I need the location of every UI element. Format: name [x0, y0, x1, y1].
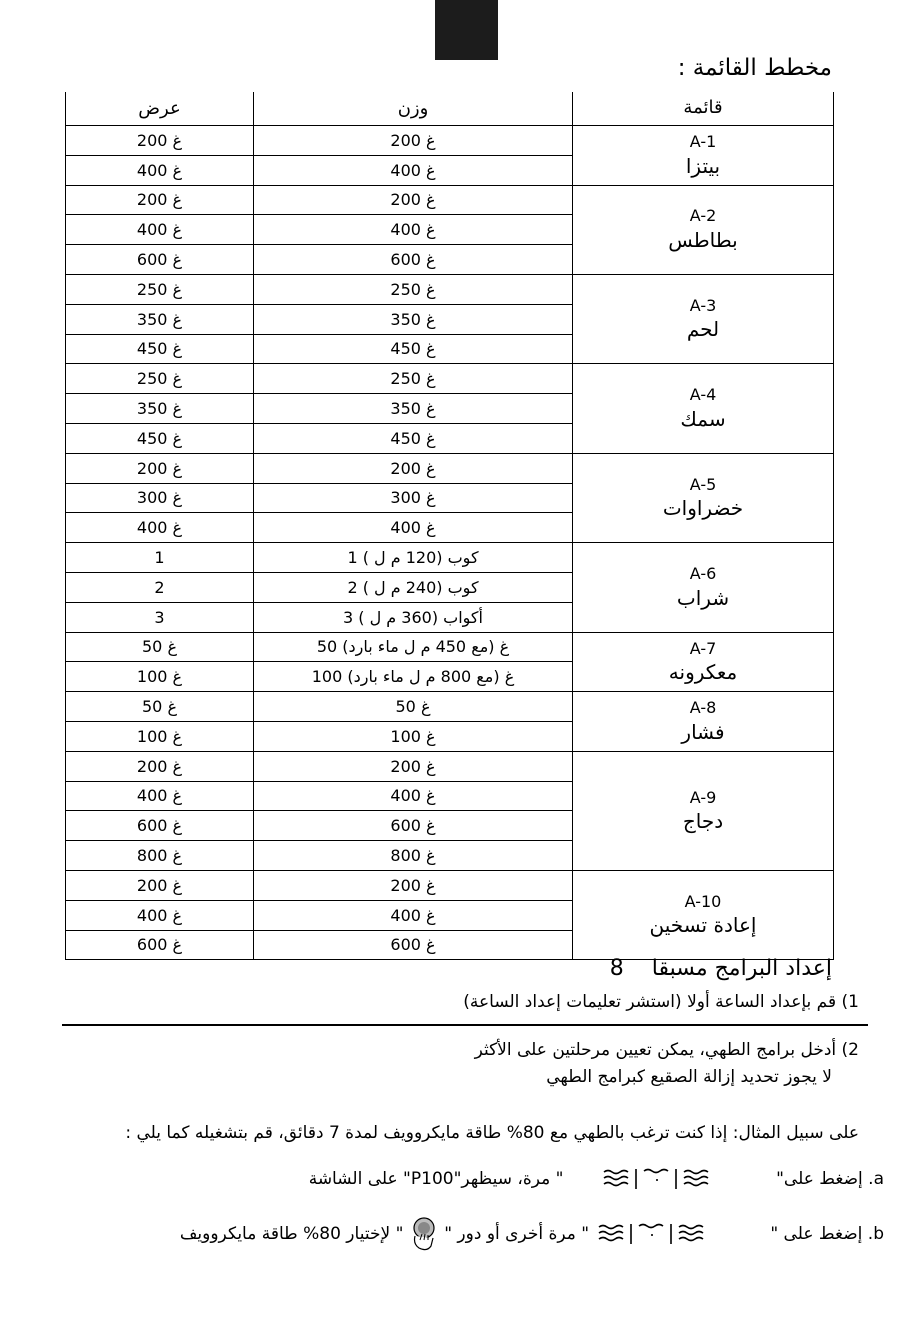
weight-cell: 200 غ	[254, 453, 573, 483]
weight-cell: 200 غ	[254, 126, 573, 156]
menu-code: A-2	[689, 206, 717, 226]
table-row	[66, 453, 834, 483]
menu-name: معكرونه	[668, 660, 738, 685]
table-row	[66, 185, 834, 215]
weight-cell: 50 غ	[254, 692, 573, 722]
table-row	[66, 274, 834, 304]
table-row	[66, 543, 834, 573]
weight-cell: 250 غ	[254, 364, 573, 394]
weight-cell: 100 غ (مع 800 م ل ماء بارد)	[254, 662, 573, 692]
show-cell: 400 غ	[66, 900, 254, 930]
table-row	[66, 751, 834, 781]
weight-cell: 1 كوب (120 م ل )	[254, 543, 573, 573]
show-cell: 250 غ	[66, 364, 254, 394]
show-cell: 450 غ	[66, 423, 254, 453]
show-cell: 3	[66, 602, 254, 632]
menu-name: لحم	[686, 317, 720, 342]
menu-cell-a-3	[573, 274, 834, 363]
microwave-power-icon	[589, 1224, 709, 1244]
step-a-marker: a.	[868, 1169, 884, 1189]
show-cell: 200 غ	[66, 453, 254, 483]
menu-name: بيتزا	[685, 153, 721, 178]
header-show: عرض	[66, 92, 254, 126]
menu-cell-a-9	[573, 751, 834, 870]
header-menu: قائمة	[573, 92, 834, 126]
step-b-press: إضغط على "	[770, 1224, 863, 1244]
menu-cell-a-6	[573, 543, 834, 632]
weight-cell: 200 غ	[254, 751, 573, 781]
section-number: 8	[609, 956, 624, 981]
menu-cell-a-1	[573, 126, 834, 186]
weight-cell: 250 غ	[254, 274, 573, 304]
show-cell: 600 غ	[66, 245, 254, 275]
table-row	[66, 870, 834, 900]
weight-cell: 400 غ	[254, 215, 573, 245]
weight-cell: 600 غ	[254, 811, 573, 841]
section-title-text: إعداد البرامج مسبقا	[651, 956, 832, 981]
menu-cell-a-10	[573, 870, 834, 959]
show-cell: 350 غ	[66, 394, 254, 424]
weight-cell: 200 غ	[254, 870, 573, 900]
show-cell: 600 غ	[66, 930, 254, 960]
menu-name: خضراوات	[662, 496, 744, 521]
step-b-marker: b.	[867, 1224, 884, 1244]
show-cell: 50 غ	[66, 632, 254, 662]
show-cell: 200 غ	[66, 751, 254, 781]
menu-code: A-4	[689, 385, 717, 405]
weight-cell: 400 غ	[254, 155, 573, 185]
table-row	[66, 632, 834, 662]
show-cell: 400 غ	[66, 215, 254, 245]
menu-name: سمك	[680, 406, 726, 431]
weight-cell: 100 غ	[254, 721, 573, 751]
instruction-step-2-note: لا يجوز تحديد إزالة الصقيع كبرامج الطهي	[546, 1067, 832, 1087]
weight-cell: 350 غ	[254, 304, 573, 334]
show-cell: 200 غ	[66, 870, 254, 900]
menu-cell-a-5	[573, 453, 834, 542]
step-b-after: " لإختيار 80% طاقة مايكروويف	[179, 1224, 404, 1244]
show-cell: 400 غ	[66, 155, 254, 185]
menu-code: A-3	[689, 295, 717, 315]
weight-cell: 400 غ	[254, 781, 573, 811]
weight-cell: 450 غ	[254, 423, 573, 453]
show-cell: 350 غ	[66, 304, 254, 334]
instruction-step-2: 2) أدخل برامج الطهي، يمكن تعيين مرحلتين على الأكثر	[474, 1040, 859, 1060]
weight-cell: 450 غ	[254, 334, 573, 364]
header-weight: وزن	[254, 92, 573, 126]
menu-name: فشار	[681, 719, 725, 744]
dial-knob-icon	[403, 1224, 438, 1244]
section-title	[610, 956, 832, 981]
menu-code: A-9	[689, 787, 717, 807]
menu-cell-a-8	[573, 692, 834, 752]
weight-cell: 300 غ	[254, 483, 573, 513]
show-cell: 100 غ	[66, 662, 254, 692]
show-cell: 2	[66, 572, 254, 602]
step-b	[30, 1216, 884, 1252]
weight-cell: 50 غ (مع 450 م ل ماء بارد)	[254, 632, 573, 662]
show-cell: 100 غ	[66, 721, 254, 751]
instruction-step-1: 1) قم بإعداد الساعة أولا (استشر تعليمات إعداد الساعة)	[463, 992, 859, 1012]
divider	[62, 1024, 868, 1026]
weight-cell: 600 غ	[254, 245, 573, 275]
show-cell: 200 غ	[66, 126, 254, 156]
weight-cell: 800 غ	[254, 841, 573, 871]
weight-cell: 2 كوب (240 م ل )	[254, 572, 573, 602]
weight-cell: 350 غ	[254, 394, 573, 424]
weight-cell: 400 غ	[254, 513, 573, 543]
weight-cell: 3 أكواب (360 م ل )	[254, 602, 573, 632]
menu-cell-a-4	[573, 364, 834, 453]
menu-cell-a-2	[573, 185, 834, 274]
menu-code: A-7	[689, 638, 717, 658]
show-cell: 450 غ	[66, 334, 254, 364]
menu-name: دجاج	[682, 809, 724, 834]
step-a	[270, 1166, 884, 1192]
menu-code: A-5	[689, 474, 717, 494]
show-cell: 800 غ	[66, 841, 254, 871]
table-row	[66, 364, 834, 394]
step-a-after: " مرة، سيظهر"P100" على الشاشة	[308, 1169, 564, 1189]
example-line: على سبيل المثال: إذا كنت ترغب بالطهي مع 80% طاقة مايكروويف لمدة 7 دقائق، قم بتشغيله كما يلي :	[125, 1123, 859, 1143]
menu-name: شراب	[676, 585, 730, 610]
menu-table-body	[66, 126, 834, 960]
show-cell: 200 غ	[66, 185, 254, 215]
microwave-power-icon	[595, 1169, 715, 1189]
menu-name: إعادة تسخين	[649, 913, 757, 938]
menu-chart-table	[65, 92, 834, 960]
show-cell: 400 غ	[66, 513, 254, 543]
menu-code: A-6	[689, 564, 717, 584]
weight-cell: 400 غ	[254, 900, 573, 930]
step-a-press: إضغط على"	[776, 1169, 863, 1189]
show-cell: 600 غ	[66, 811, 254, 841]
weight-cell: 600 غ	[254, 930, 573, 960]
show-cell: 1	[66, 543, 254, 573]
weight-cell: 200 غ	[254, 185, 573, 215]
show-cell: 250 غ	[66, 274, 254, 304]
show-cell: 400 غ	[66, 781, 254, 811]
menu-chart-heading: مخطط القائمة :	[677, 55, 832, 81]
show-cell: 300 غ	[66, 483, 254, 513]
step-b-mid: " مرة أخرى أو دور "	[444, 1224, 590, 1244]
show-cell: 50 غ	[66, 692, 254, 722]
menu-code: A-10	[684, 891, 722, 911]
menu-code: A-1	[689, 132, 717, 151]
menu-code: A-8	[689, 698, 717, 718]
table-row	[66, 126, 834, 156]
page-tab-marker	[435, 0, 498, 60]
menu-name: بطاطس	[668, 228, 738, 253]
menu-cell-a-7	[573, 632, 834, 692]
table-row	[66, 692, 834, 722]
